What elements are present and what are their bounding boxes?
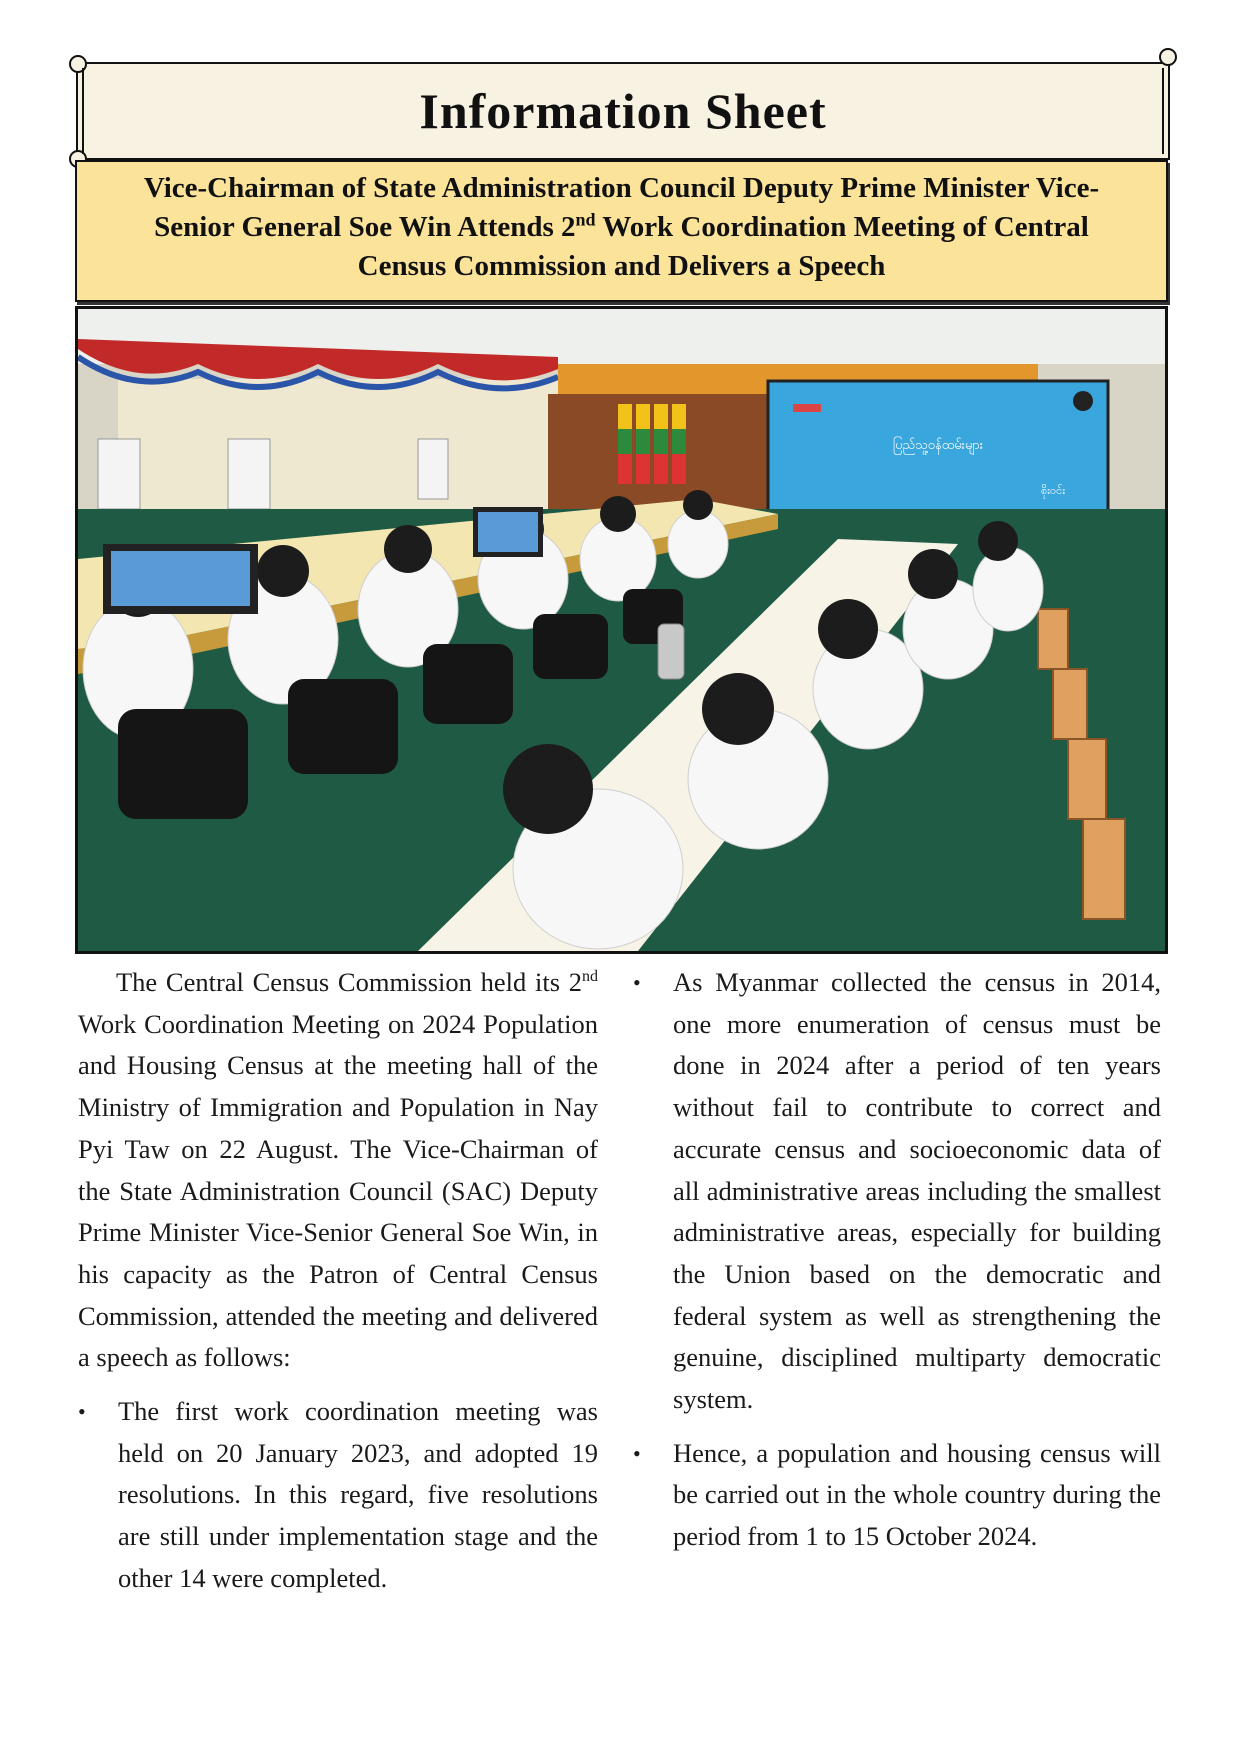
bullet-text: As Myanmar collected the census in 2014, one more enumeration of census must be done in 2024 after a period of ten years without fail to contribute to correct and accurate census and socioeconomic data of all administrative areas including the smallest administrative areas, especially for building the Union based on the democratic and federal system as well as strengthening the genuine, disciplined multiparty democratic system. — [673, 967, 1161, 1415]
bullet-icon: • — [78, 1399, 86, 1425]
bullet-item — [78, 1391, 598, 1600]
headline-ordinal: nd — [575, 209, 596, 230]
intro-paragraph — [78, 962, 598, 1379]
title-banner — [76, 62, 1170, 160]
scroll-curl-icon — [1159, 48, 1177, 66]
bullet-text: Hence, a population and housing census will be carried out in the whole country during the period from 1 to 15 October 2024. — [673, 1437, 1161, 1552]
intro-text-continued: Work Coordination Meeting on 2024 Population and Housing Census at the meeting hall of the Ministry of Immigration and Population in Nay Pyi Taw on 22 August. The Vice-Chairman of the State Administration Council (SAC) Deputy Prime Minister Vice-Senior General Soe Win, in his capacity as the Patron of Central Census Commission, attended the meeting and delivered a speech as follows: — [78, 1008, 598, 1373]
headline-box — [75, 160, 1168, 302]
body-column-right — [633, 962, 1161, 1558]
bullet-icon: • — [633, 970, 641, 995]
headline-text: Vice-Chairman of State Administration Council Deputy Prime Minister Vice-Senior General Soe Win Attends 2 — [143, 172, 1100, 243]
bullet-text: The first work coordination meeting was held on 20 January 2023, and adopted 19 resolutions. In this regard, five resolutions are still under implementation stage and the other 14 were completed. — [118, 1396, 598, 1593]
photo-screen-text: ပြည်သူ့ဝန်ထမ်းများ — [892, 438, 984, 453]
bullet-item — [633, 962, 1161, 1421]
photo-emblem — [1073, 391, 1093, 411]
photo-screen-signature: စိုးဝင်း — [1040, 484, 1066, 497]
bullet-icon: • — [633, 1440, 641, 1466]
headline-text-continued: Work Coordination Meeting of Central Census Commission and Delivers a Speech — [357, 211, 1089, 282]
page-title: Information Sheet — [419, 83, 827, 139]
meeting-photo — [75, 306, 1168, 954]
meeting-hall-illustration — [78, 309, 1165, 951]
intro-ordinal: nd — [582, 968, 598, 986]
bullet-item — [633, 1433, 1161, 1558]
intro-text: The Central Census Commission held its 2 — [116, 967, 582, 997]
body-column-left — [78, 962, 598, 1600]
